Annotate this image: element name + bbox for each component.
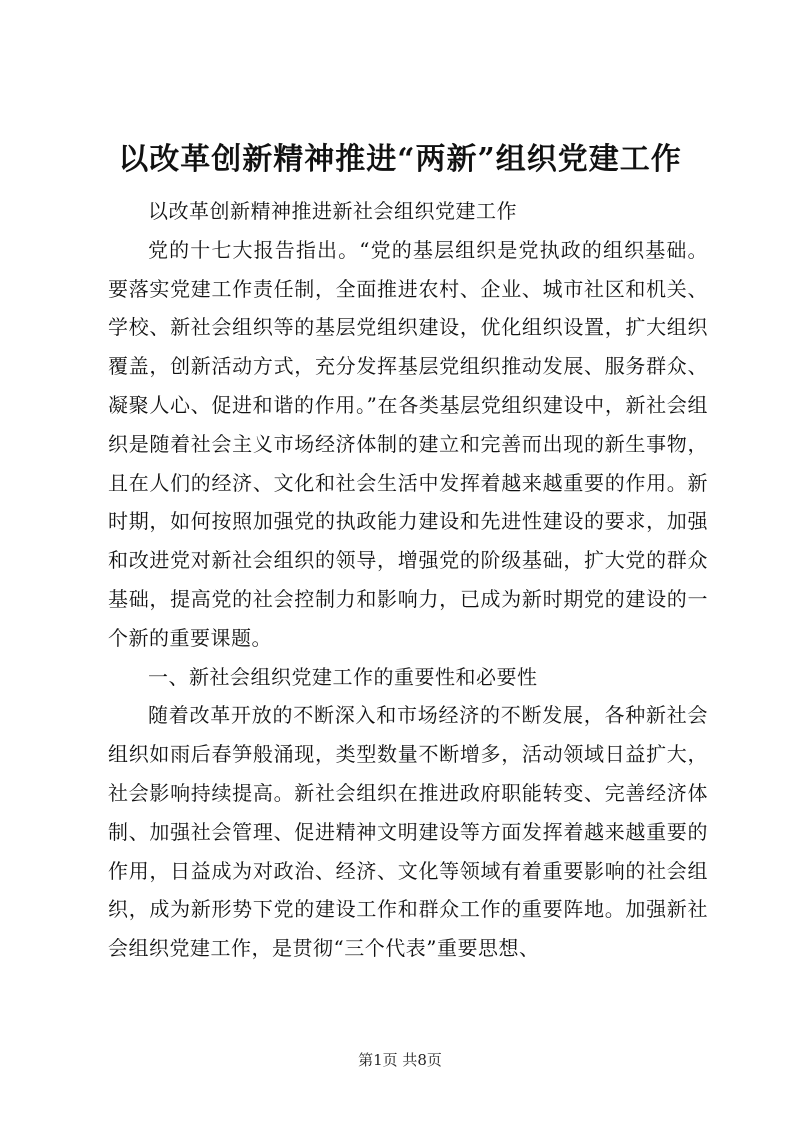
page-footer: 第1页 共8页 xyxy=(358,1051,442,1069)
intro-paragraph: 党的十七大报告指出。“党的基层组织是党执政的组织基础。要落实党建工作责任制，全面推进农村、企业、城市社区和机关、学校、新社会组织等的基层党组织建设，优化组织设置，扩大组织覆盖，创新活动方式，充分发挥基层党组织推动发展、服务群众、凝聚人心、促进和谐的作用。”在各类基层党组织建设中，新社会组织是随着社会主义市场经济体制的建立和完善而出现的新生事物，且在人们的经济、文化和社会生活中发挥着越来越重要的作用。新时期，如何按照加强党的执政能力建设和先进性建设的要求，加强和改进党对新社会组织的领导，增强党的阶级基础，扩大党的群众基础，提高党的社会控制力和影响力，已成为新时期党的建设的一个新的重要课题。 xyxy=(108,237,708,650)
document-title: 以改革创新精神推进“两新”组织党建工作 xyxy=(118,142,682,177)
section-heading: 一、新社会组织党建工作的重要性和必要性 xyxy=(148,664,538,689)
document-body xyxy=(108,192,708,968)
subtitle-paragraph: 以改革创新精神推进新社会组织党建工作 xyxy=(148,199,517,223)
body-paragraph: 随着改革开放的不断深入和市场经济的不断发展，各种新社会组织如雨后春笋般涌现，类型数量不断增多，活动领域日益扩大，社会影响持续提高。新社会组织在推进政府职能转变、完善经济体制、加强社会管理、促进精神文明建设等方面发挥着越来越重要的作用，日益成为对政治、经济、文化等领域有着重要影响的社会组织，成为新形势下党的建设工作和群众工作的重要阵地。加强新社会组织党建工作，是贯彻“三个代表”重要思想、 xyxy=(108,703,708,961)
